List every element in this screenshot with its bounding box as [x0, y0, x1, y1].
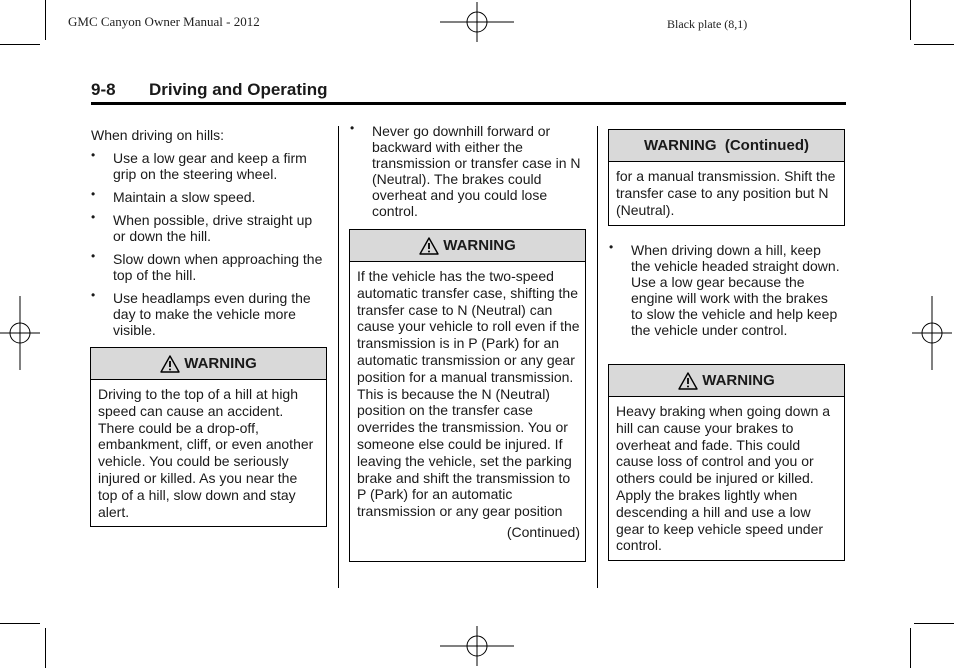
bullet-list: [91, 150, 327, 338]
list-item: • Use a low gear and keep a firm grip on the steering wheel.: [91, 148, 307, 182]
registration-mark-icon: [440, 2, 514, 42]
warning-title: WARNING (Continued): [644, 137, 809, 154]
continued-label: (Continued): [506, 523, 580, 540]
section-number: 9-8: [91, 80, 116, 99]
warning-text: for a manual transmission. Shift the transfer case to any position but N (Neutral).: [616, 168, 836, 218]
warning-triangle-icon: [160, 355, 180, 373]
intro-text: When driving on hills:: [91, 127, 225, 143]
warning-title: WARNING: [702, 372, 775, 389]
warning-title: WARNING: [443, 237, 516, 254]
bullet-icon: •: [91, 210, 96, 224]
bullet-icon: •: [350, 121, 355, 135]
warning-title: WARNING: [184, 355, 257, 372]
warning-text: Driving to the top of a hill at high speed can cause an accident. There could be a drop-off, embankment, cliff, or even another vehicle. You could be seriously injured or killed. As you near the top of a hill, slow down and stay alert.: [98, 386, 314, 520]
crop-mark: [45, 0, 46, 40]
registration-mark-icon: [0, 296, 40, 370]
warning-continued-box: [608, 129, 845, 226]
warning-triangle-icon: [678, 372, 698, 390]
bullet-list: [609, 242, 843, 338]
registration-mark-icon: [912, 296, 952, 370]
crop-mark: [914, 44, 954, 45]
warning-header: [350, 230, 585, 262]
column-divider: [597, 126, 598, 588]
crop-mark: [910, 0, 911, 40]
warning-text: Heavy braking when going down a hill can cause your brakes to overheat and fade. This could cause loss of control and you or others could be injured or killed. Apply the brakes lightly when descending a hill and use a low gear to keep vehicle speed under control.: [616, 403, 831, 554]
bullet-icon: •: [91, 187, 96, 201]
bullet-icon: •: [91, 148, 96, 162]
warning-box: [90, 347, 327, 527]
warning-header: [609, 365, 844, 397]
warning-box: [349, 229, 586, 562]
column-3: [609, 242, 843, 345]
bullet-list: [350, 123, 584, 219]
list-item: • When possible, drive straight up or down the hill.: [91, 210, 313, 244]
registration-mark-icon: [440, 626, 514, 666]
list-item: • Never go downhill forward or backward with either the transmission or transfer case in N (Neutral). The brakes could overheat and you could lose control.: [350, 121, 581, 219]
list-item: • Maintain a slow speed.: [91, 187, 256, 205]
bullet-icon: •: [609, 240, 614, 254]
warning-box: [608, 364, 845, 561]
list-item: • When driving down a hill, keep the vehicle headed straight down. Use a low gear because the engine will work with the brakes to slow the vehicle and help keep the vehicle under control.: [609, 240, 840, 338]
warning-header: [609, 130, 844, 162]
bullet-icon: •: [91, 249, 96, 263]
manual-title: GMC Canyon Owner Manual - 2012: [68, 14, 260, 29]
column-divider: [338, 126, 339, 588]
crop-mark: [914, 623, 954, 624]
column-1: [91, 127, 327, 345]
section-heading: [91, 80, 846, 105]
warning-text: If the vehicle has the two-speed automatic transfer case, shifting the transfer case to N (Neutral) can cause your vehicle to roll even if the transmission is in P (Park) for an automatic transmission or any gear position for a manual transmission. This is because the N (Neutral) position on the transfer case overrides the transmission. You or someone else could be injured. If leaving the vehicle, set the parking brake and shift the transmission to P (Park) for an automatic transmission or any gear position (Continued): [357, 268, 580, 540]
crop-mark: [0, 44, 40, 45]
crop-mark: [910, 628, 911, 668]
list-item: • Use headlamps even during the day to make the vehicle more visible.: [91, 288, 311, 338]
crop-mark: [45, 628, 46, 668]
plate-label: Black plate (8,1): [667, 17, 748, 31]
warning-header: [91, 348, 326, 380]
list-item: • Slow down when approaching the top of the hill.: [91, 249, 323, 283]
warning-triangle-icon: [419, 237, 439, 255]
crop-mark: [0, 623, 40, 624]
bullet-icon: •: [91, 288, 96, 302]
column-2: [350, 123, 584, 226]
section-title: Driving and Operating: [149, 80, 328, 99]
